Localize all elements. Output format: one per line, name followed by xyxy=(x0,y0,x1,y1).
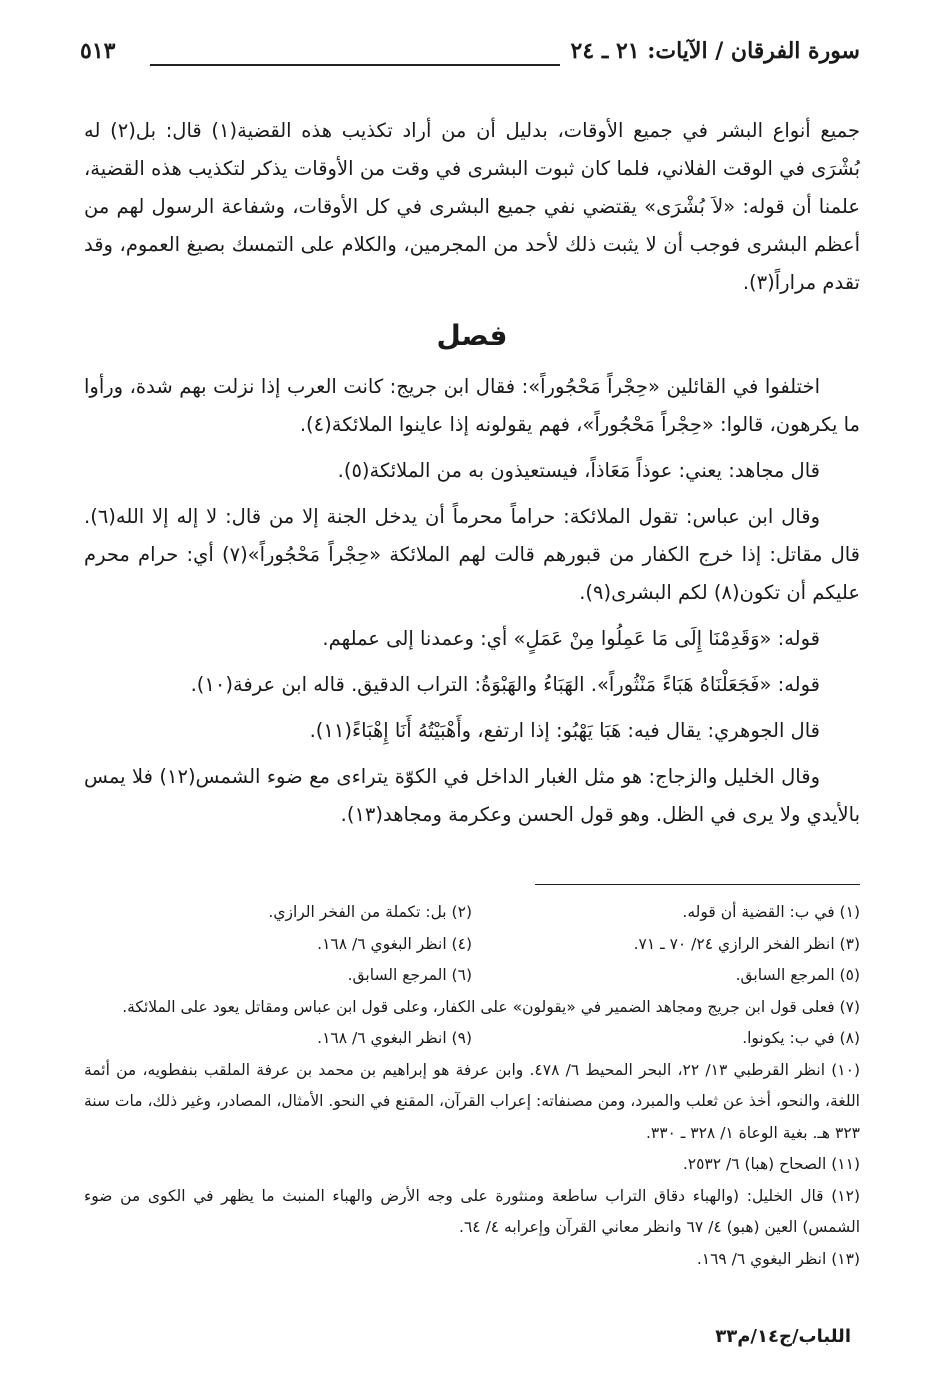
footnote: (١٢) قال الخليل: (والهباء دقاق التراب ساطعة ومنثورة على وجه الأرض والهباء المنبث ما يظهر في الكوى من ضوء الشمس) العين (هبو) ٤/ ٦٧ وانظر معاني القرآن وإعرابه ٤/ ٦٤. xyxy=(84,1186,860,1236)
footnote: (١٠) انظر القرطبي ١٣/ ٢٢، البحر المحيط ٦/ ٤٧٨. وابن عرفة هو إبراهيم بن محمد بن عرفة الملقب بنفطويه، من أئمة اللغة، والنحو، أخذ عن ثعلب والمبرد، ومن مصنفاته: إعراب القرآن، المقنع في النحو. الأمثال، المصادر، وغير ذلك، مات سنة ٣٢٣ هـ. بغية الوعاة ١/ ٣٢٨ ـ ٣٣٠. xyxy=(84,1060,860,1142)
footnote: (٢) بل: تكملة من الفخر الرازي. xyxy=(268,903,472,921)
footnote: (٣) انظر الفخر الرازي ٢٤/ ٧٠ ـ ٧١. xyxy=(633,934,860,953)
footnote: (٥) المرجع السابق. xyxy=(735,966,860,984)
main-text xyxy=(84,112,860,842)
footnote: (٦) المرجع السابق. xyxy=(347,966,472,984)
footnote: (١٣) انظر البغوي ٦/ ١٦٩. xyxy=(696,1249,860,1268)
paragraph: قال مجاهد: يعني: عوذاً مَعَاذاً، فيستعيذون به من الملائكة(٥). xyxy=(337,459,820,482)
footnote: (٩) انظر البغوي ٦/ ١٦٨. xyxy=(317,1029,472,1047)
page-header xyxy=(80,34,860,74)
footnote: (١) في ب: القضية أن قوله. xyxy=(682,903,860,921)
footnote: (٨) في ب: يكونوا. xyxy=(742,1029,860,1047)
paragraph: قوله: «فَجَعَلْنَاهُ هَبَاءً مَنْثُوراً». الهَبَاءُ والهَبْوَةُ: التراب الدقيق. قاله ابن عرفة(١٠). xyxy=(190,673,820,696)
surah-title: سورة الفرقان / الآيات: ٢١ ـ ٢٤ xyxy=(570,38,860,64)
paragraph: قوله: «وَقَدِمْنَا إِلَى مَا عَمِلُوا مِنْ عَمَلٍ» أي: وعمدنا إلى عملهم. xyxy=(322,627,820,650)
paragraph: وقال ابن عباس: تقول الملائكة: حراماً محرماً أن يدخل الجنة إلا من قال: لا إله إلا الله(٦). قال مقاتل: إذا خرج الكفار من قبورهم قالت لهم الملائكة «حِجْراً مَحْجُوراً»(٧) أي: حرام محرم عليكم أن تكون(٨) لكم البشرى(٩). xyxy=(84,505,861,604)
footnote: (١١) الصحاح (هبا) ٦/ ٢٥٣٢. xyxy=(682,1155,860,1173)
paragraph: اختلفوا في القائلين «حِجْراً مَحْجُوراً»: فقال ابن جريج: كانت العرب إذا نزلت بهم شدة، ورأوا ما يكرهون، قالوا: «حِجْراً مَحْجُوراً»، فهم يقولونه إذا عاينوا الملائكة(٤). xyxy=(84,375,860,436)
footnote-divider xyxy=(535,884,860,885)
footnote: (٤) انظر البغوي ٦/ ١٦٨. xyxy=(317,934,472,953)
volume-signature: اللباب/ج١٤/م٣٣ xyxy=(715,1326,851,1347)
paragraph: قال الجوهري: يقال فيه: هَبَا يَهْبُو: إذا ارتفع، وأَهْبَيْتُهُ أَنَا إِهْبَاءً(١١). xyxy=(309,719,820,742)
header-rule xyxy=(150,64,560,66)
paragraph: جميع أنواع البشر في جميع الأوقات، بدليل أن من أراد تكذيب هذه القضية(١) قال: بل(٢) له بُشْرَى في الوقت الفلاني، فلما كان ثبوت البشرى في وقت من الأوقات يذكر لتكذيب هذه القضية، علمنا أن قوله: «لاَ بُشْرَى» يقتضي نفي جميع البشرى في كل الأوقات، وشفاعة الرسول لهم من أعظم البشرى فوجب أن لا يثبت ذلك لأحد من المجرمين، والكلام على التمسك بصيغ العموم، وقد تقدم مراراً(٣). xyxy=(84,119,861,294)
paragraph: وقال الخليل والزجاج: هو مثل الغبار الداخل في الكوّة يتراءى مع ضوء الشمس(١٢) فلا يمس بالأيدي ولا يرى في الظل. وهو قول الحسن وعكرمة ومجاهد(١٣). xyxy=(84,765,860,826)
footnotes xyxy=(84,897,860,1275)
footnote: (٧) فعلى قول ابن جريج ومجاهد الضمير في «يقولون» على الكفار، وعلى قول ابن عباس ومقاتل يعود على الملائكة. xyxy=(122,997,860,1016)
section-title: فصل xyxy=(436,319,508,352)
page-number: ٥١٣ xyxy=(80,38,116,64)
